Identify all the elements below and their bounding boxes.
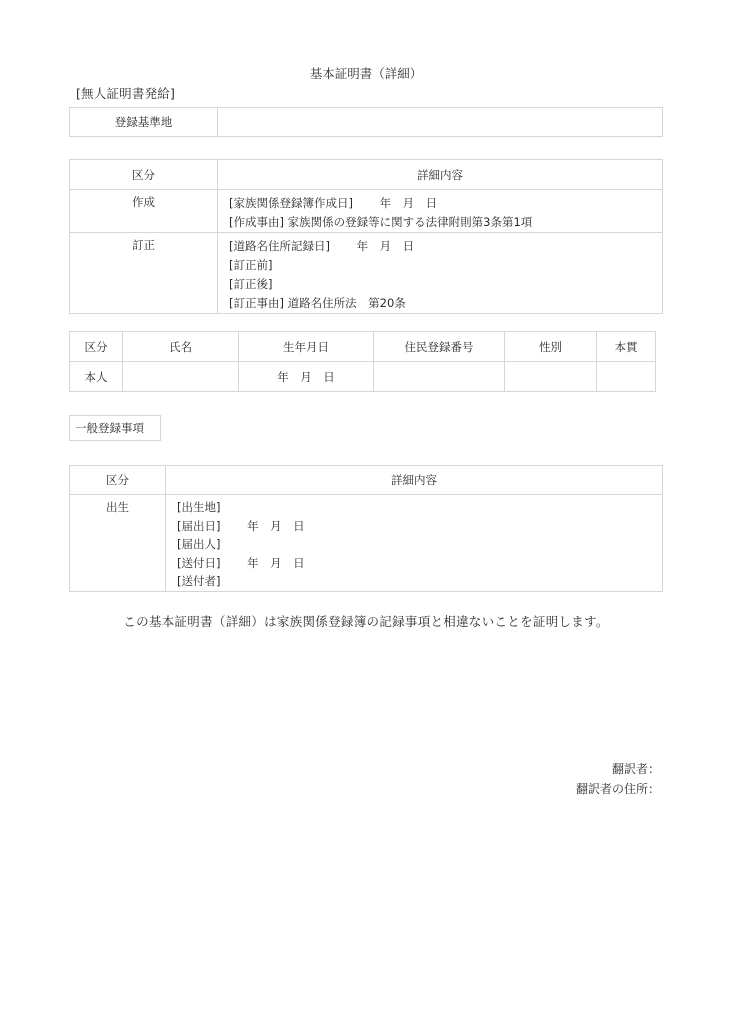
column-header-details: 詳細内容 [166, 466, 663, 495]
detail-line: [訂正前] [229, 258, 273, 272]
history-table [69, 159, 663, 314]
registration-basis-table [69, 107, 663, 137]
table-row [70, 495, 663, 592]
translator-name-label: 翻訳者： [611, 762, 660, 776]
issuance-note: [無人証明書発給] [76, 86, 176, 101]
column-header-category: 区分 [70, 466, 166, 495]
detail-line: [送付者] [177, 574, 221, 588]
column-header-category: 区分 [70, 332, 123, 362]
row-details [218, 190, 663, 233]
table-header-row [70, 466, 663, 495]
table-row [70, 190, 663, 233]
column-header-resident-number: 住民登録番号 [374, 332, 505, 362]
detail-line: [道路名住所記録日] 年 月 日 [229, 239, 415, 253]
column-header-origin: 本貫 [597, 332, 656, 362]
detail-line: [届出日] 年 月 日 [177, 518, 305, 533]
certification-statement: この基本証明書（詳細）は家族関係登録簿の記録事項と相違ないことを証明します。 [123, 614, 609, 629]
birth-table [69, 465, 663, 592]
column-header-category: 区分 [70, 160, 218, 190]
cell-birthdate: 年 月 日 [239, 362, 374, 392]
detail-line: [出生地] [177, 500, 221, 514]
row-category: 出生 [70, 495, 166, 592]
detail-line: [作成事由] 家族関係の登録等に関する法律附則第3条第1項 [229, 215, 533, 229]
row-category: 訂正 [70, 233, 218, 314]
document-title: 基本証明書（詳細） [309, 66, 423, 81]
table-header-row [70, 332, 656, 362]
person-table [69, 331, 656, 392]
detail-line: [届出人] [177, 537, 221, 551]
detail-line: [訂正事由] 道路名住所法 第20条 [229, 296, 406, 310]
table-row [70, 362, 656, 392]
cell-sex [505, 362, 597, 392]
column-header-name: 氏名 [123, 332, 239, 362]
column-header-details: 詳細内容 [218, 160, 663, 190]
basis-value [218, 108, 663, 137]
detail-line: [訂正後] [229, 277, 273, 291]
column-header-birthdate: 生年月日 [239, 332, 374, 362]
basis-label: 登録基準地 [70, 108, 218, 137]
general-registration-section-label: 一般登録事項 [69, 415, 161, 441]
cell-category: 本人 [70, 362, 123, 392]
cell-name [123, 362, 239, 392]
translator-address-label: 翻訳者の住所： [575, 782, 660, 796]
row-category: 作成 [70, 190, 218, 233]
cell-origin [597, 362, 656, 392]
column-header-sex: 性別 [505, 332, 597, 362]
row-details [166, 495, 663, 592]
table-row [70, 233, 663, 314]
detail-line: [送付日] 年 月 日 [177, 555, 305, 570]
detail-line: [家族関係登録簿作成日] 年 月 日 [229, 196, 438, 210]
table-row [70, 108, 663, 137]
table-header-row [70, 160, 663, 190]
cell-resident-number [374, 362, 505, 392]
row-details [218, 233, 663, 314]
